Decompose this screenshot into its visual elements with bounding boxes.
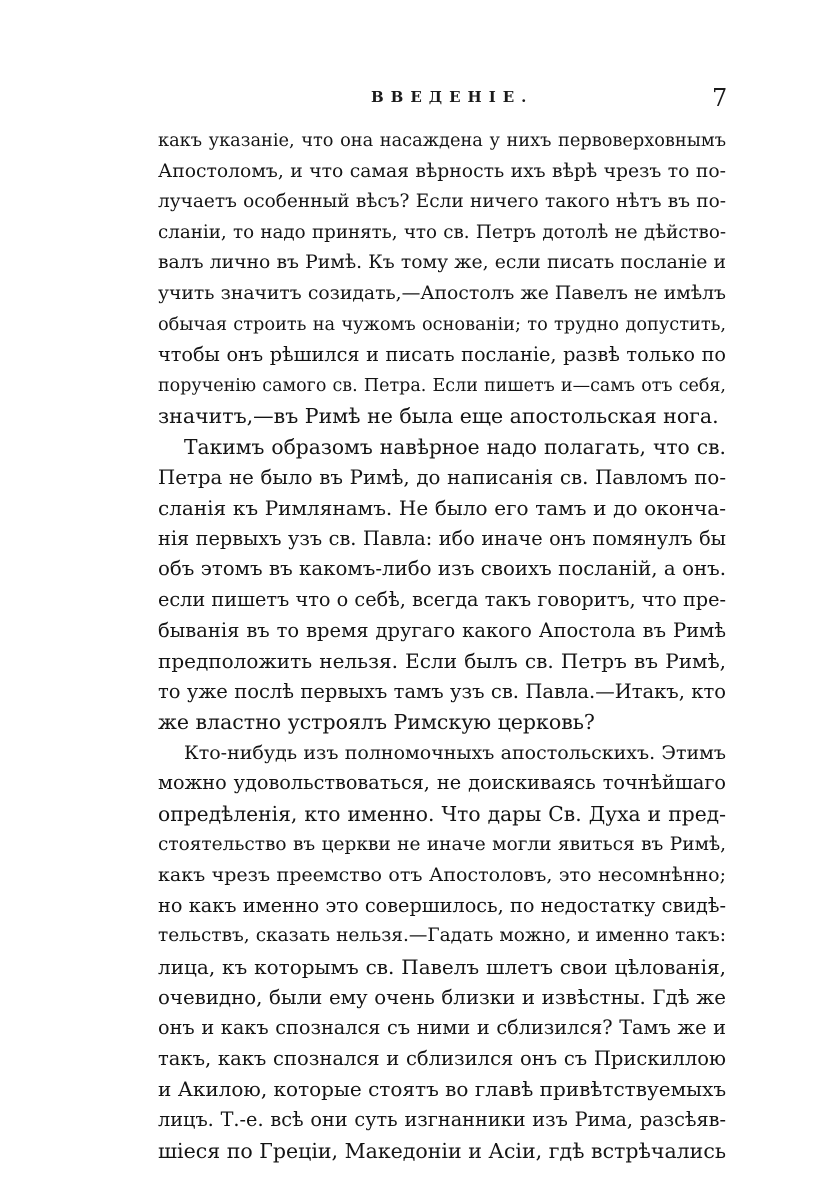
text-line: тельствъ, сказать нельзя.—Гадать можно, и именно такъ: xyxy=(158,925,726,947)
page-number: 7 xyxy=(712,84,728,112)
text-line: сланія къ Римлянамъ. Не было его тамъ и до оконча- xyxy=(158,496,726,521)
text-line: Такимъ образомъ навѣрное надо полагать, что св. xyxy=(184,434,726,459)
text-line: можно удовольствоваться, не доискиваясь точнѣйшаго xyxy=(158,771,726,795)
text-line: шіеся по Греціи, Македоніи и Асіи, гдѣ встрѣчались xyxy=(158,1138,726,1163)
text-line: какъ чрезъ преемство отъ Апостоловъ, это несомнѣнно; xyxy=(158,864,726,887)
text-line: и Акилою, которые стоятъ во главѣ привѣтствуемыхъ xyxy=(158,1077,727,1102)
paragraph-3 xyxy=(158,738,726,1166)
text-line: значитъ,—въ Римѣ не была еще апостольская нога. xyxy=(158,404,719,429)
text-line: лучаетъ особенный вѣсъ? Если ничего такого нѣтъ въ по- xyxy=(158,191,726,213)
text-line: Петра не было въ Римѣ, до написанія св. Павломъ по- xyxy=(158,465,726,489)
text-line: Кто-нибудь изъ полномочныхъ апостольскихъ. Этимъ xyxy=(184,741,726,764)
text-line: опредѣленія, кто именно. Что дары Св. Духа и пред- xyxy=(158,802,726,827)
text-line: какъ указаніе, что она насаждена у нихъ первоверховнымъ xyxy=(158,131,726,151)
text-line: объ этомъ въ какомъ-либо изъ своихъ посланій, а онъ. xyxy=(158,557,726,581)
text-line: то уже послѣ первыхъ тамъ узъ св. Павла.—Итакъ, кто xyxy=(158,679,726,703)
text-line: Апостоломъ, и что самая вѣрность ихъ вѣрѣ чрезъ то по- xyxy=(158,160,726,182)
text-line: учить значитъ созидать,—Апостолъ же Павелъ не имѣлъ xyxy=(158,282,726,304)
text-line: обычая строить на чужомъ основаніи; то трудно допустить, xyxy=(158,314,726,335)
text-line: валъ лично въ Римѣ. Къ тому же, если писать посланіе и xyxy=(158,252,726,274)
text-line: же властно устроялъ Римскую церковь? xyxy=(158,710,595,735)
text-line: порученію самого св. Петра. Если пишетъ и—самъ отъ себя, xyxy=(158,375,726,396)
text-line: такъ, какъ спознался и сблизился онъ съ Прискиллою xyxy=(158,1046,726,1070)
body-text xyxy=(158,126,726,1166)
text-line: нія первыхъ узъ св. Павла: ибо иначе онъ помянулъ бы xyxy=(158,526,726,550)
text-line: если пишетъ что о себѣ, всегда такъ говоритъ, что пре- xyxy=(158,587,726,611)
text-line: лицъ. Т.-е. всѣ они суть изгнанники изъ Рима, разсѣяв- xyxy=(158,1108,726,1131)
text-line: онъ и какъ спознался съ ними и сблизился? Тамъ же и xyxy=(158,1016,726,1040)
paragraph-2 xyxy=(158,432,726,738)
text-line: лица, къ которымъ св. Павелъ шлетъ свои цѣлованія, xyxy=(158,955,726,980)
text-line: но какъ именно это совершилось, по недостатку свидѣ- xyxy=(158,893,726,917)
running-head-title: ВВЕДЕНІЕ. xyxy=(371,88,534,106)
text-line: быванія въ то время другаго какого Апостола въ Римѣ xyxy=(158,618,726,642)
paragraph-1 xyxy=(158,126,726,432)
text-line: сланіи, то надо принять, что св. Петръ дотолѣ не дѣйство- xyxy=(158,221,726,243)
text-line: очевидно, были ему очень близки и извѣстны. Гдѣ же xyxy=(158,985,726,1009)
text-line: чтобы онъ рѣшился и писать посланіе, развѣ только по xyxy=(158,343,726,367)
text-line: стоятельство въ церкви не иначе могли явиться въ Римѣ, xyxy=(158,833,726,855)
text-line: предположить нельзя. Если былъ св. Петръ въ Римѣ, xyxy=(158,649,726,674)
